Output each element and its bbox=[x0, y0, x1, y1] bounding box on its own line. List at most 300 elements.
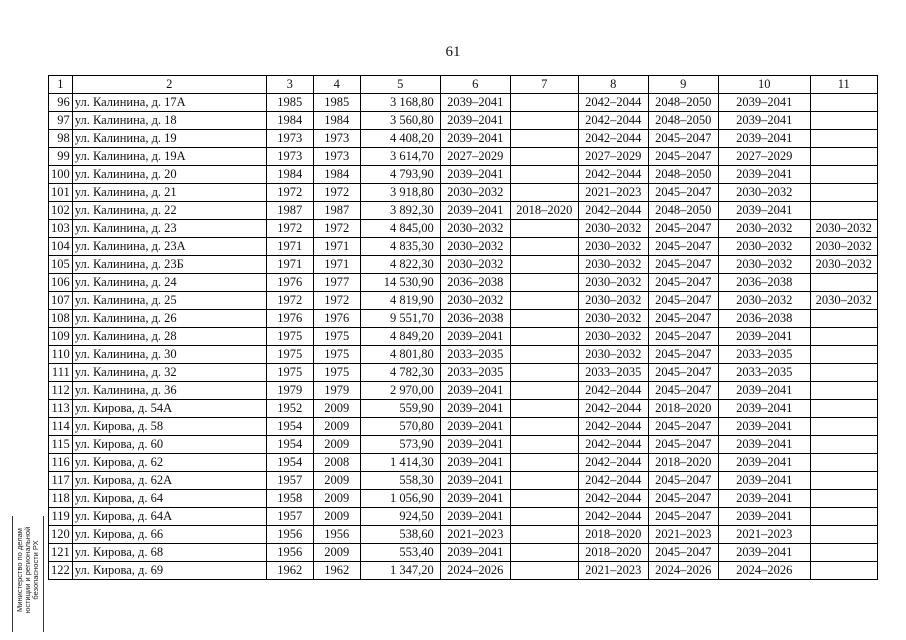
cell-row-number: 120 bbox=[49, 526, 73, 544]
cell-period-6: 2039–2041 bbox=[440, 472, 510, 490]
cell-period-6: 2039–2041 bbox=[440, 382, 510, 400]
cell-period-10: 2033–2035 bbox=[718, 364, 810, 382]
cell-period-8: 2042–2044 bbox=[578, 508, 648, 526]
cell-total-area: 1 056,90 bbox=[360, 490, 440, 508]
cell-address: ул. Кирова, д. 62 bbox=[72, 454, 266, 472]
cell-period-9: 2045–2047 bbox=[648, 310, 718, 328]
cell-year-built: 1976 bbox=[266, 274, 313, 292]
cell-year-commissioned: 1972 bbox=[313, 220, 360, 238]
cell-period-9: 2045–2047 bbox=[648, 238, 718, 256]
cell-year-built: 1985 bbox=[266, 94, 313, 112]
cell-total-area: 3 614,70 bbox=[360, 148, 440, 166]
cell-total-area: 553,40 bbox=[360, 544, 440, 562]
cell-period-7 bbox=[510, 310, 578, 328]
cell-address: ул. Калинина, д. 23Б bbox=[72, 256, 266, 274]
cell-period-11 bbox=[810, 274, 877, 292]
cell-period-10: 2039–2041 bbox=[718, 472, 810, 490]
cell-period-8: 2042–2044 bbox=[578, 382, 648, 400]
table-row bbox=[49, 112, 878, 130]
cell-period-8: 2030–2032 bbox=[578, 274, 648, 292]
cell-total-area: 538,60 bbox=[360, 526, 440, 544]
table-row bbox=[49, 94, 878, 112]
cell-period-9: 2045–2047 bbox=[648, 472, 718, 490]
cell-period-7 bbox=[510, 166, 578, 184]
table-row bbox=[49, 274, 878, 292]
cell-period-9: 2045–2047 bbox=[648, 544, 718, 562]
cell-year-built: 1952 bbox=[266, 400, 313, 418]
cell-period-7 bbox=[510, 94, 578, 112]
cell-period-6: 2027–2029 bbox=[440, 148, 510, 166]
cell-year-built: 1975 bbox=[266, 346, 313, 364]
cell-period-11 bbox=[810, 454, 877, 472]
cell-period-10: 2036–2038 bbox=[718, 274, 810, 292]
cell-period-9: 2024–2026 bbox=[648, 562, 718, 580]
cell-period-7 bbox=[510, 418, 578, 436]
cell-period-7 bbox=[510, 508, 578, 526]
cell-period-11 bbox=[810, 346, 877, 364]
cell-year-built: 1984 bbox=[266, 166, 313, 184]
cell-period-8: 2033–2035 bbox=[578, 364, 648, 382]
cell-period-7 bbox=[510, 490, 578, 508]
cell-address: ул. Калинина, д. 19А bbox=[72, 148, 266, 166]
cell-period-6: 2033–2035 bbox=[440, 364, 510, 382]
cell-year-built: 1972 bbox=[266, 184, 313, 202]
cell-address: ул. Калинина, д. 32 bbox=[72, 364, 266, 382]
column-header-10: 10 bbox=[718, 76, 810, 94]
column-header-4: 4 bbox=[313, 76, 360, 94]
cell-period-8: 2030–2032 bbox=[578, 292, 648, 310]
cell-period-8: 2042–2044 bbox=[578, 490, 648, 508]
cell-period-8: 2042–2044 bbox=[578, 202, 648, 220]
cell-year-commissioned: 1984 bbox=[313, 166, 360, 184]
cell-total-area: 558,30 bbox=[360, 472, 440, 490]
cell-period-10: 2039–2041 bbox=[718, 418, 810, 436]
cell-period-11 bbox=[810, 310, 877, 328]
cell-period-9: 2045–2047 bbox=[648, 490, 718, 508]
cell-period-11 bbox=[810, 472, 877, 490]
cell-year-commissioned: 1975 bbox=[313, 346, 360, 364]
table-row bbox=[49, 148, 878, 166]
cell-address: ул. Калинина, д. 26 bbox=[72, 310, 266, 328]
cell-period-10: 2039–2041 bbox=[718, 166, 810, 184]
cell-year-built: 1975 bbox=[266, 364, 313, 382]
cell-period-11 bbox=[810, 436, 877, 454]
cell-row-number: 113 bbox=[49, 400, 73, 418]
cell-total-area: 4 835,30 bbox=[360, 238, 440, 256]
table-header-row bbox=[49, 76, 878, 94]
column-header-9: 9 bbox=[648, 76, 718, 94]
cell-total-area: 3 168,80 bbox=[360, 94, 440, 112]
cell-period-11 bbox=[810, 382, 877, 400]
table-row bbox=[49, 184, 878, 202]
cell-period-6: 2036–2038 bbox=[440, 274, 510, 292]
cell-total-area: 3 918,80 bbox=[360, 184, 440, 202]
cell-period-11 bbox=[810, 112, 877, 130]
column-header-1: 1 bbox=[49, 76, 73, 94]
cell-period-6: 2033–2035 bbox=[440, 346, 510, 364]
cell-total-area: 570,80 bbox=[360, 418, 440, 436]
table-row bbox=[49, 400, 878, 418]
cell-address: ул. Кирова, д. 68 bbox=[72, 544, 266, 562]
table-row bbox=[49, 544, 878, 562]
page-number: 61 bbox=[445, 44, 461, 60]
cell-period-10: 2039–2041 bbox=[718, 382, 810, 400]
cell-period-7 bbox=[510, 364, 578, 382]
cell-period-7 bbox=[510, 400, 578, 418]
cell-total-area: 4 845,00 bbox=[360, 220, 440, 238]
cell-period-6: 2030–2032 bbox=[440, 220, 510, 238]
cell-period-8: 2042–2044 bbox=[578, 94, 648, 112]
table-row bbox=[49, 364, 878, 382]
cell-period-8: 2030–2032 bbox=[578, 256, 648, 274]
cell-period-6: 2039–2041 bbox=[440, 112, 510, 130]
cell-address: ул. Калинина, д. 20 bbox=[72, 166, 266, 184]
cell-period-6: 2039–2041 bbox=[440, 454, 510, 472]
cell-row-number: 121 bbox=[49, 544, 73, 562]
cell-row-number: 106 bbox=[49, 274, 73, 292]
cell-year-built: 1973 bbox=[266, 148, 313, 166]
cell-row-number: 101 bbox=[49, 184, 73, 202]
table-row bbox=[49, 490, 878, 508]
cell-address: ул. Калинина, д. 28 bbox=[72, 328, 266, 346]
cell-period-6: 2039–2041 bbox=[440, 166, 510, 184]
cell-year-built: 1976 bbox=[266, 310, 313, 328]
cell-period-11: 2030–2032 bbox=[810, 220, 877, 238]
cell-period-7 bbox=[510, 256, 578, 274]
cell-period-6: 2030–2032 bbox=[440, 292, 510, 310]
cell-period-7 bbox=[510, 436, 578, 454]
cell-period-11 bbox=[810, 526, 877, 544]
cell-year-commissioned: 2009 bbox=[313, 490, 360, 508]
cell-year-built: 1987 bbox=[266, 202, 313, 220]
cell-total-area: 1 347,20 bbox=[360, 562, 440, 580]
cell-period-10: 2030–2032 bbox=[718, 238, 810, 256]
cell-period-6: 2039–2041 bbox=[440, 544, 510, 562]
cell-period-10: 2039–2041 bbox=[718, 112, 810, 130]
cell-period-9: 2045–2047 bbox=[648, 346, 718, 364]
cell-period-8: 2042–2044 bbox=[578, 130, 648, 148]
cell-period-9: 2045–2047 bbox=[648, 364, 718, 382]
cell-year-commissioned: 1977 bbox=[313, 274, 360, 292]
housing-schedule-table bbox=[48, 75, 878, 580]
cell-period-7: 2018–2020 bbox=[510, 202, 578, 220]
cell-row-number: 102 bbox=[49, 202, 73, 220]
cell-total-area: 4 819,90 bbox=[360, 292, 440, 310]
cell-period-7 bbox=[510, 328, 578, 346]
column-header-2: 2 bbox=[72, 76, 266, 94]
cell-address: ул. Калинина, д. 21 bbox=[72, 184, 266, 202]
table-row bbox=[49, 346, 878, 364]
cell-period-10: 2024–2026 bbox=[718, 562, 810, 580]
column-header-3: 3 bbox=[266, 76, 313, 94]
cell-row-number: 114 bbox=[49, 418, 73, 436]
cell-row-number: 115 bbox=[49, 436, 73, 454]
column-header-6: 6 bbox=[440, 76, 510, 94]
cell-period-10: 2039–2041 bbox=[718, 130, 810, 148]
cell-row-number: 107 bbox=[49, 292, 73, 310]
cell-year-built: 1958 bbox=[266, 490, 313, 508]
cell-period-8: 2018–2020 bbox=[578, 544, 648, 562]
cell-address: ул. Калинина, д. 30 bbox=[72, 346, 266, 364]
cell-total-area: 9 551,70 bbox=[360, 310, 440, 328]
cell-period-11 bbox=[810, 166, 877, 184]
stamp-line: безопасности РХ bbox=[31, 540, 40, 600]
cell-row-number: 119 bbox=[49, 508, 73, 526]
cell-address: ул. Кирова, д. 54А bbox=[72, 400, 266, 418]
cell-period-6: 2039–2041 bbox=[440, 400, 510, 418]
cell-period-10: 2030–2032 bbox=[718, 256, 810, 274]
table-row bbox=[49, 472, 878, 490]
cell-address: ул. Кирова, д. 64 bbox=[72, 490, 266, 508]
cell-period-8: 2027–2029 bbox=[578, 148, 648, 166]
cell-period-11 bbox=[810, 418, 877, 436]
cell-year-commissioned: 1971 bbox=[313, 238, 360, 256]
cell-period-11 bbox=[810, 562, 877, 580]
cell-period-6: 2021–2023 bbox=[440, 526, 510, 544]
cell-period-10: 2039–2041 bbox=[718, 544, 810, 562]
cell-period-9: 2018–2020 bbox=[648, 400, 718, 418]
column-header-5: 5 bbox=[360, 76, 440, 94]
cell-period-6: 2030–2032 bbox=[440, 256, 510, 274]
table-row bbox=[49, 382, 878, 400]
cell-period-11 bbox=[810, 184, 877, 202]
cell-period-9: 2045–2047 bbox=[648, 508, 718, 526]
cell-period-9: 2048–2050 bbox=[648, 94, 718, 112]
cell-year-built: 1954 bbox=[266, 454, 313, 472]
cell-year-commissioned: 1979 bbox=[313, 382, 360, 400]
table-row bbox=[49, 418, 878, 436]
cell-period-8: 2021–2023 bbox=[578, 562, 648, 580]
cell-period-10: 2030–2032 bbox=[718, 184, 810, 202]
cell-year-commissioned: 2009 bbox=[313, 400, 360, 418]
cell-period-10: 2039–2041 bbox=[718, 490, 810, 508]
cell-year-commissioned: 2009 bbox=[313, 508, 360, 526]
cell-address: ул. Кирова, д. 60 bbox=[72, 436, 266, 454]
cell-period-6: 2039–2041 bbox=[440, 490, 510, 508]
cell-period-8: 2030–2032 bbox=[578, 346, 648, 364]
cell-address: ул. Калинина, д. 18 bbox=[72, 112, 266, 130]
cell-period-8: 2030–2032 bbox=[578, 328, 648, 346]
cell-year-commissioned: 2009 bbox=[313, 418, 360, 436]
cell-year-built: 1956 bbox=[266, 526, 313, 544]
cell-year-built: 1975 bbox=[266, 328, 313, 346]
cell-year-commissioned: 1975 bbox=[313, 364, 360, 382]
cell-year-commissioned: 1971 bbox=[313, 256, 360, 274]
cell-period-8: 2030–2032 bbox=[578, 238, 648, 256]
cell-period-9: 2045–2047 bbox=[648, 256, 718, 274]
cell-period-10: 2036–2038 bbox=[718, 310, 810, 328]
cell-year-built: 1954 bbox=[266, 436, 313, 454]
cell-period-9: 2048–2050 bbox=[648, 112, 718, 130]
cell-period-7 bbox=[510, 544, 578, 562]
cell-address: ул. Кирова, д. 62А bbox=[72, 472, 266, 490]
cell-address: ул. Калинина, д. 36 bbox=[72, 382, 266, 400]
cell-period-6: 2039–2041 bbox=[440, 508, 510, 526]
column-header-11: 11 bbox=[810, 76, 877, 94]
cell-period-9: 2048–2050 bbox=[648, 202, 718, 220]
cell-period-7 bbox=[510, 238, 578, 256]
cell-period-7 bbox=[510, 472, 578, 490]
cell-period-9: 2045–2047 bbox=[648, 184, 718, 202]
cell-period-9: 2018–2020 bbox=[648, 454, 718, 472]
cell-period-11 bbox=[810, 490, 877, 508]
cell-period-6: 2039–2041 bbox=[440, 418, 510, 436]
cell-year-built: 1973 bbox=[266, 130, 313, 148]
registration-stamp-text bbox=[16, 516, 40, 624]
cell-address: ул. Калинина, д. 24 bbox=[72, 274, 266, 292]
cell-address: ул. Калинина, д. 25 bbox=[72, 292, 266, 310]
cell-period-9: 2045–2047 bbox=[648, 382, 718, 400]
cell-year-commissioned: 2009 bbox=[313, 436, 360, 454]
cell-period-9: 2045–2047 bbox=[648, 292, 718, 310]
cell-year-commissioned: 1975 bbox=[313, 328, 360, 346]
cell-total-area: 573,90 bbox=[360, 436, 440, 454]
cell-period-7 bbox=[510, 112, 578, 130]
cell-year-commissioned: 1985 bbox=[313, 94, 360, 112]
cell-period-9: 2045–2047 bbox=[648, 418, 718, 436]
table-row bbox=[49, 436, 878, 454]
cell-period-9: 2045–2047 bbox=[648, 328, 718, 346]
cell-total-area: 14 530,90 bbox=[360, 274, 440, 292]
cell-period-6: 2036–2038 bbox=[440, 310, 510, 328]
table-row bbox=[49, 310, 878, 328]
cell-period-10: 2039–2041 bbox=[718, 202, 810, 220]
cell-year-commissioned: 1973 bbox=[313, 148, 360, 166]
cell-period-7 bbox=[510, 562, 578, 580]
cell-period-11 bbox=[810, 202, 877, 220]
cell-period-11 bbox=[810, 544, 877, 562]
cell-period-8: 2018–2020 bbox=[578, 526, 648, 544]
cell-year-built: 1954 bbox=[266, 418, 313, 436]
cell-period-11 bbox=[810, 94, 877, 112]
cell-period-8: 2042–2044 bbox=[578, 436, 648, 454]
cell-row-number: 111 bbox=[49, 364, 73, 382]
cell-period-8: 2042–2044 bbox=[578, 166, 648, 184]
cell-row-number: 103 bbox=[49, 220, 73, 238]
cell-period-7 bbox=[510, 292, 578, 310]
cell-year-commissioned: 2009 bbox=[313, 544, 360, 562]
cell-period-9: 2045–2047 bbox=[648, 274, 718, 292]
table-row bbox=[49, 130, 878, 148]
cell-total-area: 3 892,30 bbox=[360, 202, 440, 220]
cell-address: ул. Калинина, д. 23А bbox=[72, 238, 266, 256]
cell-period-10: 2033–2035 bbox=[718, 346, 810, 364]
cell-period-6: 2039–2041 bbox=[440, 94, 510, 112]
cell-period-8: 2042–2044 bbox=[578, 454, 648, 472]
cell-period-10: 2039–2041 bbox=[718, 94, 810, 112]
cell-total-area: 924,50 bbox=[360, 508, 440, 526]
cell-total-area: 559,90 bbox=[360, 400, 440, 418]
cell-total-area: 4 793,90 bbox=[360, 166, 440, 184]
cell-period-10: 2039–2041 bbox=[718, 454, 810, 472]
cell-period-11 bbox=[810, 148, 877, 166]
cell-year-commissioned: 2008 bbox=[313, 454, 360, 472]
cell-period-10: 2039–2041 bbox=[718, 508, 810, 526]
table-row bbox=[49, 508, 878, 526]
cell-period-8: 2021–2023 bbox=[578, 184, 648, 202]
cell-year-built: 1956 bbox=[266, 544, 313, 562]
table-row bbox=[49, 454, 878, 472]
cell-total-area: 1 414,30 bbox=[360, 454, 440, 472]
stamp-line: юстиции и региональной bbox=[23, 526, 32, 614]
cell-year-commissioned: 1972 bbox=[313, 292, 360, 310]
cell-year-commissioned: 1972 bbox=[313, 184, 360, 202]
cell-total-area: 4 801,80 bbox=[360, 346, 440, 364]
cell-row-number: 108 bbox=[49, 310, 73, 328]
cell-row-number: 105 bbox=[49, 256, 73, 274]
cell-period-11 bbox=[810, 508, 877, 526]
column-header-8: 8 bbox=[578, 76, 648, 94]
cell-period-8: 2042–2044 bbox=[578, 112, 648, 130]
table-row bbox=[49, 328, 878, 346]
cell-period-10: 2039–2041 bbox=[718, 400, 810, 418]
cell-total-area: 2 970,00 bbox=[360, 382, 440, 400]
cell-period-11 bbox=[810, 130, 877, 148]
cell-row-number: 110 bbox=[49, 346, 73, 364]
cell-period-6: 2039–2041 bbox=[440, 436, 510, 454]
cell-period-6: 2030–2032 bbox=[440, 238, 510, 256]
cell-row-number: 104 bbox=[49, 238, 73, 256]
cell-period-7 bbox=[510, 130, 578, 148]
cell-row-number: 116 bbox=[49, 454, 73, 472]
cell-period-11: 2030–2032 bbox=[810, 292, 877, 310]
cell-period-10: 2027–2029 bbox=[718, 148, 810, 166]
cell-period-11 bbox=[810, 400, 877, 418]
cell-address: ул. Кирова, д. 69 bbox=[72, 562, 266, 580]
cell-year-commissioned: 1973 bbox=[313, 130, 360, 148]
cell-period-8: 2042–2044 bbox=[578, 472, 648, 490]
cell-year-commissioned: 1976 bbox=[313, 310, 360, 328]
cell-period-7 bbox=[510, 346, 578, 364]
table-row bbox=[49, 220, 878, 238]
cell-row-number: 122 bbox=[49, 562, 73, 580]
cell-period-8: 2030–2032 bbox=[578, 310, 648, 328]
cell-period-7 bbox=[510, 382, 578, 400]
cell-period-11: 2030–2032 bbox=[810, 238, 877, 256]
cell-row-number: 96 bbox=[49, 94, 73, 112]
cell-total-area: 4 822,30 bbox=[360, 256, 440, 274]
cell-period-10: 2030–2032 bbox=[718, 292, 810, 310]
cell-period-10: 2039–2041 bbox=[718, 436, 810, 454]
cell-year-commissioned: 1962 bbox=[313, 562, 360, 580]
cell-period-11 bbox=[810, 364, 877, 382]
table-row bbox=[49, 562, 878, 580]
cell-period-9: 2045–2047 bbox=[648, 130, 718, 148]
cell-year-commissioned: 1956 bbox=[313, 526, 360, 544]
cell-year-commissioned: 1984 bbox=[313, 112, 360, 130]
cell-period-9: 2045–2047 bbox=[648, 148, 718, 166]
cell-year-commissioned: 2009 bbox=[313, 472, 360, 490]
cell-period-10: 2030–2032 bbox=[718, 220, 810, 238]
cell-address: ул. Кирова, д. 64А bbox=[72, 508, 266, 526]
cell-period-6: 2039–2041 bbox=[440, 202, 510, 220]
cell-period-10: 2021–2023 bbox=[718, 526, 810, 544]
stamp-line: Министерство по делам bbox=[15, 528, 24, 612]
cell-period-11 bbox=[810, 328, 877, 346]
cell-period-6: 2039–2041 bbox=[440, 130, 510, 148]
cell-year-built: 1979 bbox=[266, 382, 313, 400]
cell-year-commissioned: 1987 bbox=[313, 202, 360, 220]
cell-period-8: 2042–2044 bbox=[578, 418, 648, 436]
column-header-7: 7 bbox=[510, 76, 578, 94]
table-row bbox=[49, 238, 878, 256]
cell-period-7 bbox=[510, 148, 578, 166]
cell-period-9: 2045–2047 bbox=[648, 220, 718, 238]
cell-total-area: 4 849,20 bbox=[360, 328, 440, 346]
table-row bbox=[49, 166, 878, 184]
cell-period-7 bbox=[510, 526, 578, 544]
table-row bbox=[49, 202, 878, 220]
